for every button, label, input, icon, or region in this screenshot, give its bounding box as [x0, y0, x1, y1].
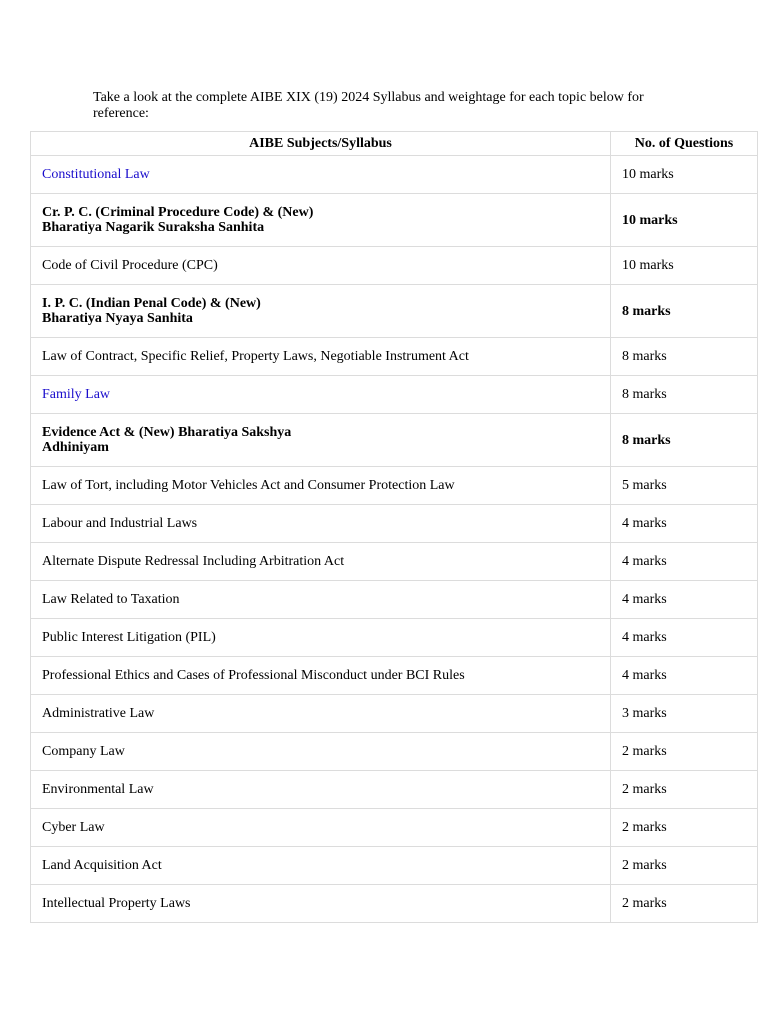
questions-cell: 2 marks [611, 847, 758, 885]
subject-cell: Intellectual Property Laws [31, 885, 611, 923]
questions-cell: 8 marks [611, 376, 758, 414]
questions-cell: 5 marks [611, 467, 758, 505]
table-row [31, 156, 758, 194]
subject-cell [31, 414, 611, 467]
questions-cell: 2 marks [611, 733, 758, 771]
questions-cell: 4 marks [611, 543, 758, 581]
table-row [31, 247, 758, 285]
table-row [31, 285, 758, 338]
table-row [31, 505, 758, 543]
questions-cell: 8 marks [611, 414, 758, 467]
subject-cell [31, 285, 611, 338]
table-row [31, 695, 758, 733]
subject-line-1: Cr. P. C. (Criminal Procedure Code) & (New) [42, 205, 314, 220]
subject-cell: Law of Tort, including Motor Vehicles Act and Consumer Protection Law [31, 467, 611, 505]
questions-cell: 10 marks [611, 247, 758, 285]
questions-cell: 2 marks [611, 809, 758, 847]
subject-cell: Code of Civil Procedure (CPC) [31, 247, 611, 285]
subject-cell: Land Acquisition Act [31, 847, 611, 885]
table-header-row [31, 132, 758, 156]
table-row [31, 338, 758, 376]
questions-cell: 4 marks [611, 581, 758, 619]
constitutional-law-link[interactable]: Constitutional Law [42, 167, 150, 182]
header-questions: No. of Questions [611, 132, 758, 156]
questions-cell: 4 marks [611, 505, 758, 543]
table-row [31, 414, 758, 467]
questions-cell: 4 marks [611, 657, 758, 695]
table-row [31, 771, 758, 809]
table-row [31, 194, 758, 247]
subject-cell [31, 156, 611, 194]
table-row [31, 543, 758, 581]
subject-cell: Law of Contract, Specific Relief, Property Laws, Negotiable Instrument Act [31, 338, 611, 376]
subject-cell: Administrative Law [31, 695, 611, 733]
syllabus-table [30, 131, 758, 923]
subject-cell: Alternate Dispute Redressal Including Arbitration Act [31, 543, 611, 581]
family-law-link[interactable]: Family Law [42, 387, 111, 402]
subject-line-2: Adhiniyam [42, 440, 109, 455]
questions-cell: 4 marks [611, 619, 758, 657]
table-row [31, 733, 758, 771]
questions-cell: 10 marks [611, 194, 758, 247]
table-row [31, 376, 758, 414]
table-row [31, 809, 758, 847]
subject-line-1: Evidence Act & (New) Bharatiya Sakshya [42, 425, 292, 440]
questions-cell: 3 marks [611, 695, 758, 733]
table-row [31, 885, 758, 923]
questions-cell: 8 marks [611, 285, 758, 338]
subject-line-2: Bharatiya Nagarik Suraksha Sanhita [42, 220, 265, 235]
questions-cell: 2 marks [611, 885, 758, 923]
table-row [31, 657, 758, 695]
table-row [31, 619, 758, 657]
subject-cell: Environmental Law [31, 771, 611, 809]
intro-paragraph: Take a look at the complete AIBE XIX (19) 2024 Syllabus and weightage for each topic below for reference: [93, 90, 644, 121]
subject-cell: Public Interest Litigation (PIL) [31, 619, 611, 657]
table-row [31, 847, 758, 885]
questions-cell: 8 marks [611, 338, 758, 376]
subject-cell: Labour and Industrial Laws [31, 505, 611, 543]
subject-line-2: Bharatiya Nyaya Sanhita [42, 311, 193, 326]
subject-cell: Law Related to Taxation [31, 581, 611, 619]
subject-cell: Professional Ethics and Cases of Professional Misconduct under BCI Rules [31, 657, 611, 695]
questions-cell: 2 marks [611, 771, 758, 809]
header-subjects: AIBE Subjects/Syllabus [31, 132, 611, 156]
subject-cell: Cyber Law [31, 809, 611, 847]
subject-cell: Company Law [31, 733, 611, 771]
table-row [31, 467, 758, 505]
subject-cell [31, 194, 611, 247]
table-row [31, 581, 758, 619]
subject-line-1: I. P. C. (Indian Penal Code) & (New) [42, 296, 261, 311]
subject-cell [31, 376, 611, 414]
questions-cell: 10 marks [611, 156, 758, 194]
